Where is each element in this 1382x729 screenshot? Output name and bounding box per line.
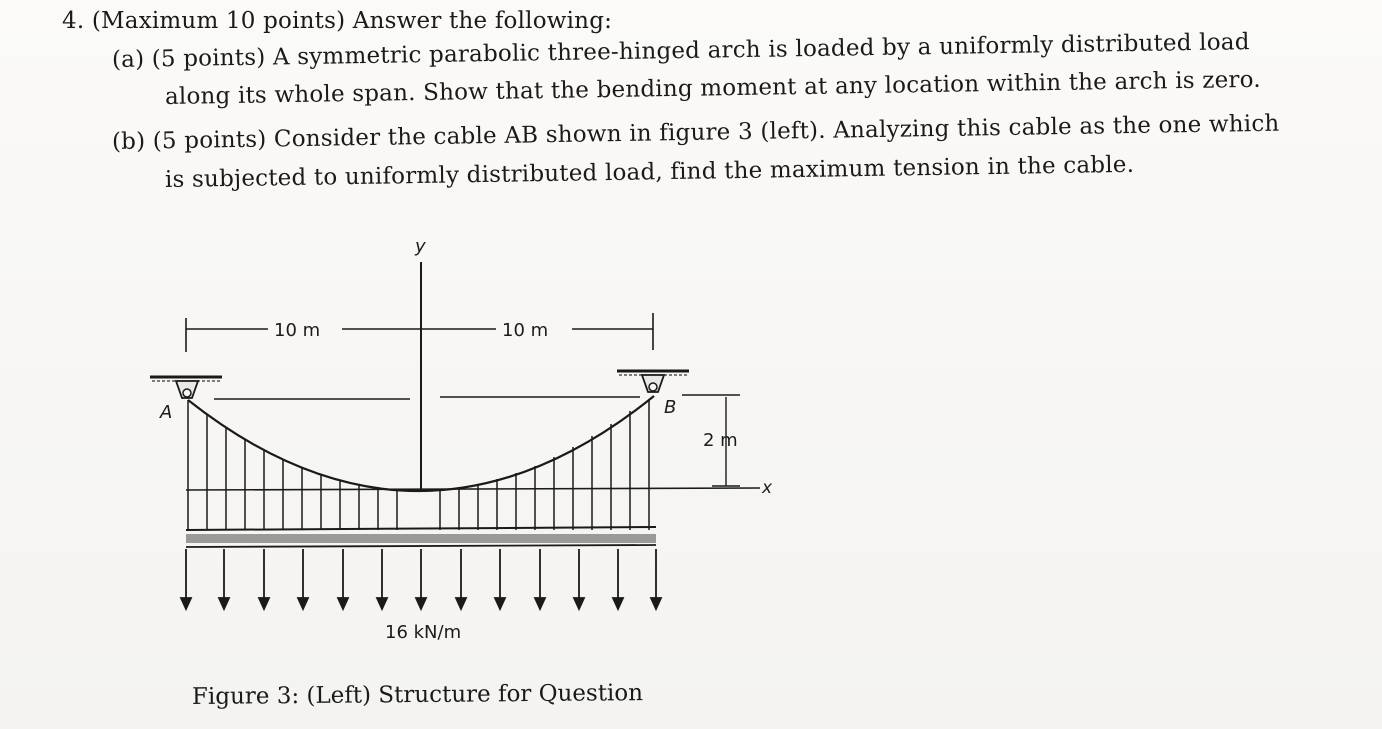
support-b [617, 371, 689, 392]
support-a [150, 377, 222, 398]
sag-label: 2 m [703, 430, 738, 451]
support-b-label: B [664, 397, 677, 418]
left-span-label: 10 m [274, 320, 321, 341]
figure-caption: Figure 3: (Left) Structure for Question [191, 680, 644, 710]
part-b-line-1: (b) (5 points) Consider the cable AB shown in figure 3 (left). Analyzing this cable as the one which [111, 110, 1280, 155]
part-a-line-1: (a) (5 points) A symmetric parabolic three-hinged arch is loaded by a uniformly distributed load [111, 29, 1250, 73]
y-axis-label: y [415, 236, 426, 257]
load-label: 16 kN/m [385, 622, 462, 643]
x-axis-line [186, 488, 760, 490]
right-span-label: 10 m [502, 320, 549, 341]
support-a-label: A [160, 402, 173, 423]
deck [186, 527, 656, 547]
x-axis-label: x [762, 478, 773, 498]
part-b-line-2: is subjected to uniformly distributed load, find the maximum tension in the cable. [164, 151, 1135, 193]
part-a-line-2: along its whole span. Show that the bending moment at any location within the arch is zero. [164, 66, 1261, 110]
distributed-load-arrows [181, 549, 661, 609]
question-header: 4. (Maximum 10 points) Answer the following: [62, 8, 613, 34]
hangers [188, 399, 649, 530]
